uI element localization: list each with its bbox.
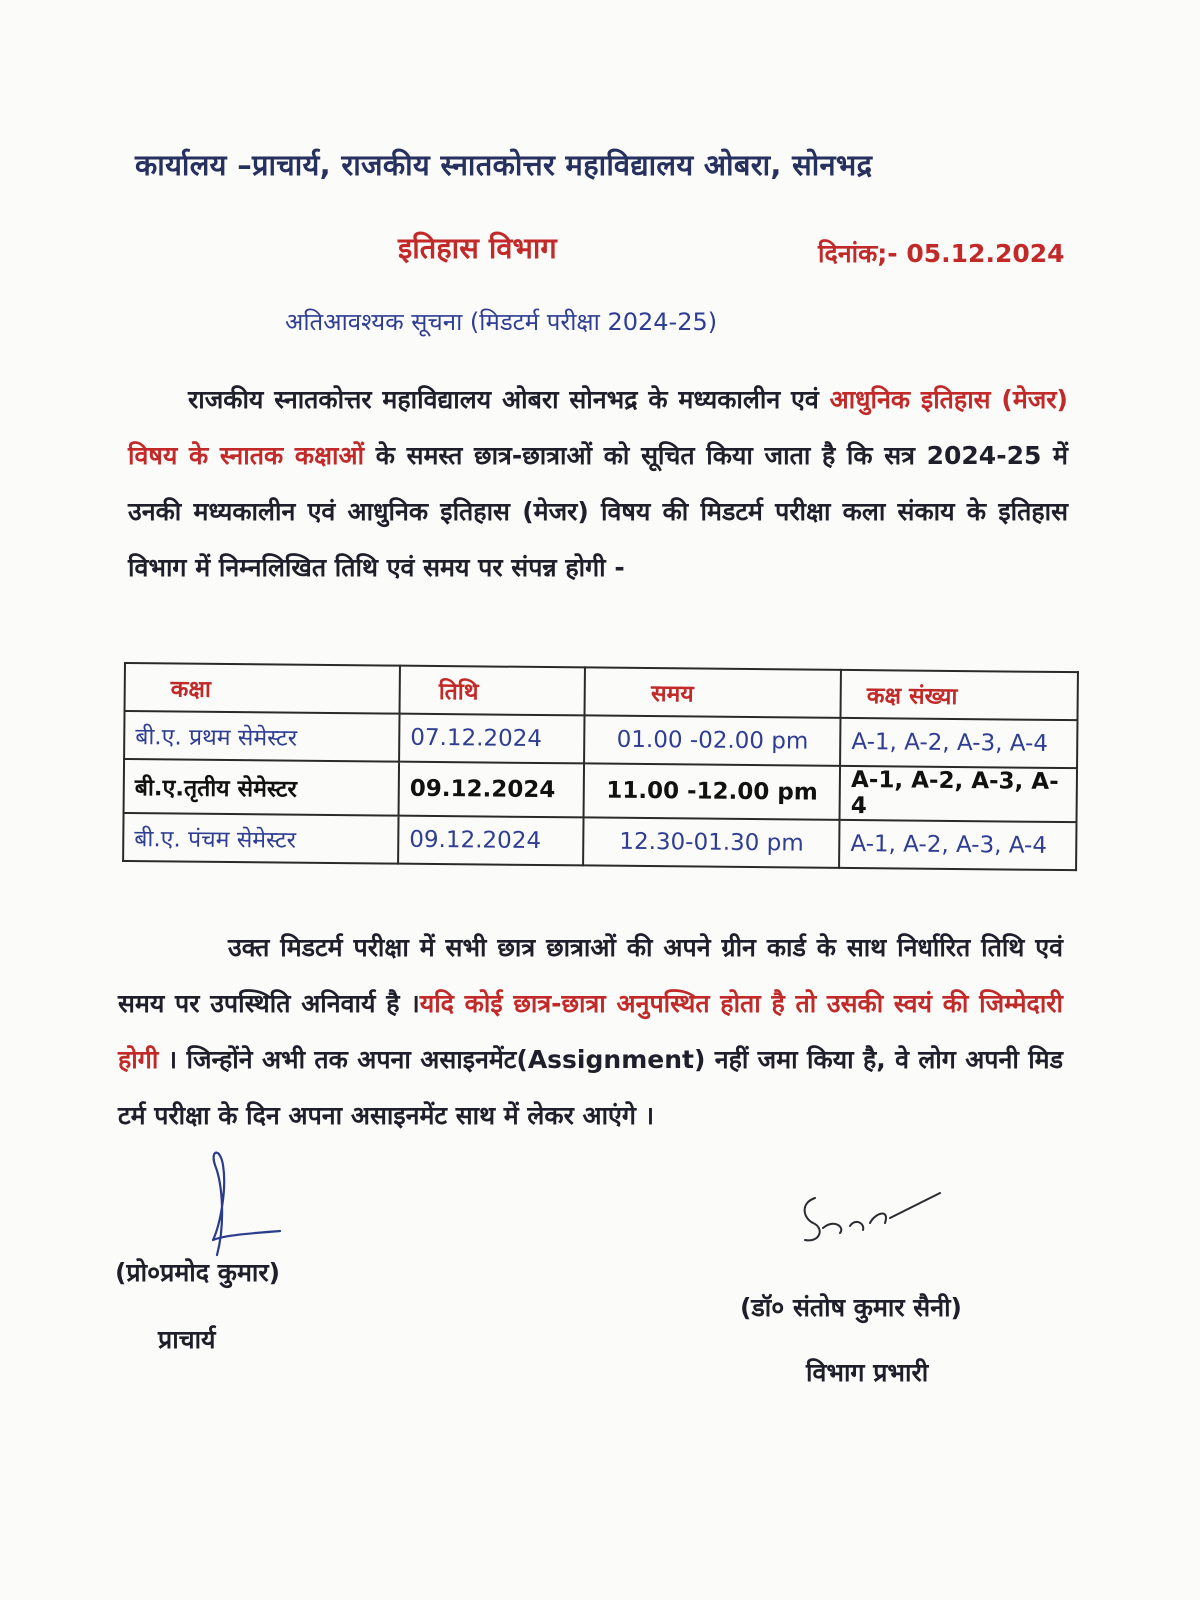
paragraph-text-continued: के समस्त छात्र-छात्राओं को सूचित किया जाता है कि सत्र 2024-25 में उनकी मध्यकालीन एवं आधुनिक इतिहास (मेजर) विषय की मिडटर्म परीक्षा कला संकाय के इतिहास विभाग में निम्नलिखित तिथि एवं समय पर संपन्न होगी - [128,441,1068,582]
cell-rooms: A-1, A-2, A-3, A-4 [839,820,1076,870]
principal-signature [195,1145,295,1265]
instructions-text: उक्त मिडटर्म परीक्षा में सभी छात्र छात्राओं की अपने ग्रीन कार्ड के साथ निर्धारित तिथि एवं समय पर उपस्थिति अनिवार्य है । [118,933,1063,1018]
table-row [124,759,1077,822]
cell-rooms: A-1, A-2, A-3, A-4 [840,718,1077,768]
exam-schedule-table [122,662,1079,871]
cell-date: 07.12.2024 [399,714,585,764]
cell-time: 01.00 -02.00 pm [584,715,840,765]
header-class: कक्षा [125,663,400,714]
paragraph-highlight: आधुनिक इतिहास (मेजर) विषय के स्नातक कक्षाओं [128,385,1068,470]
cell-rooms: A-1, A-2, A-3, A-4 [840,766,1077,822]
principal-designation: प्राचार्य [158,1325,216,1354]
hod-name: (डॉ० संतोष कुमार सैनी) [740,1293,962,1322]
header-time: समय [585,667,841,717]
cell-date: 09.12.2024 [398,816,584,866]
cell-class: बी.ए.तृतीय सेमेस्टर [124,759,400,816]
header-room: कक्ष संख्या [841,670,1078,720]
notice-paragraph [128,372,1068,596]
office-title: कार्यालय –प्राचार्य, राजकीय स्नातकोत्तर महाविद्यालय ओबरा, सोनभद्र [135,148,873,182]
notice-title: अतिआवश्यक सूचना (मिडटर्म परीक्षा 2024-25) [285,308,718,336]
hod-signature [795,1178,955,1258]
cell-class: बी.ए. प्रथम सेमेस्टर [124,711,399,762]
cell-class: बी.ए. पंचम सेमेस्टर [123,813,398,864]
notice-date: दिनांक;- 05.12.2024 [818,239,1065,268]
principal-name: (प्रो०प्रमोद कुमार) [115,1258,281,1287]
hod-designation: विभाग प्रभारी [806,1358,929,1387]
cell-date: 09.12.2024 [399,762,585,818]
cell-time: 11.00 -12.00 pm [584,763,840,819]
paragraph-text: राजकीय स्नातकोत्तर महाविद्यालय ओबरा सोनभद्र के मध्यकालीन एवं [188,385,830,414]
instructions-text-continued: । जिन्होंने अभी तक अपना असाइनमेंट(Assignment) नहीं जमा किया है, वे लोग अपनी मिड टर्म परीक्षा के दिन अपना असाइनमेंट साथ में लेकर आएंगे । [118,1045,1063,1130]
table-row [123,813,1076,870]
instructions-paragraph [118,920,1063,1144]
instructions-warning: यदि कोई छात्र-छात्रा अनुपस्थित होता है तो उसकी स्वयं की जिम्मेदारी होगी [118,989,1063,1074]
department-name: इतिहास विभाग [398,231,557,265]
header-date: तिथि [400,666,586,716]
cell-time: 12.30-01.30 pm [583,817,839,867]
